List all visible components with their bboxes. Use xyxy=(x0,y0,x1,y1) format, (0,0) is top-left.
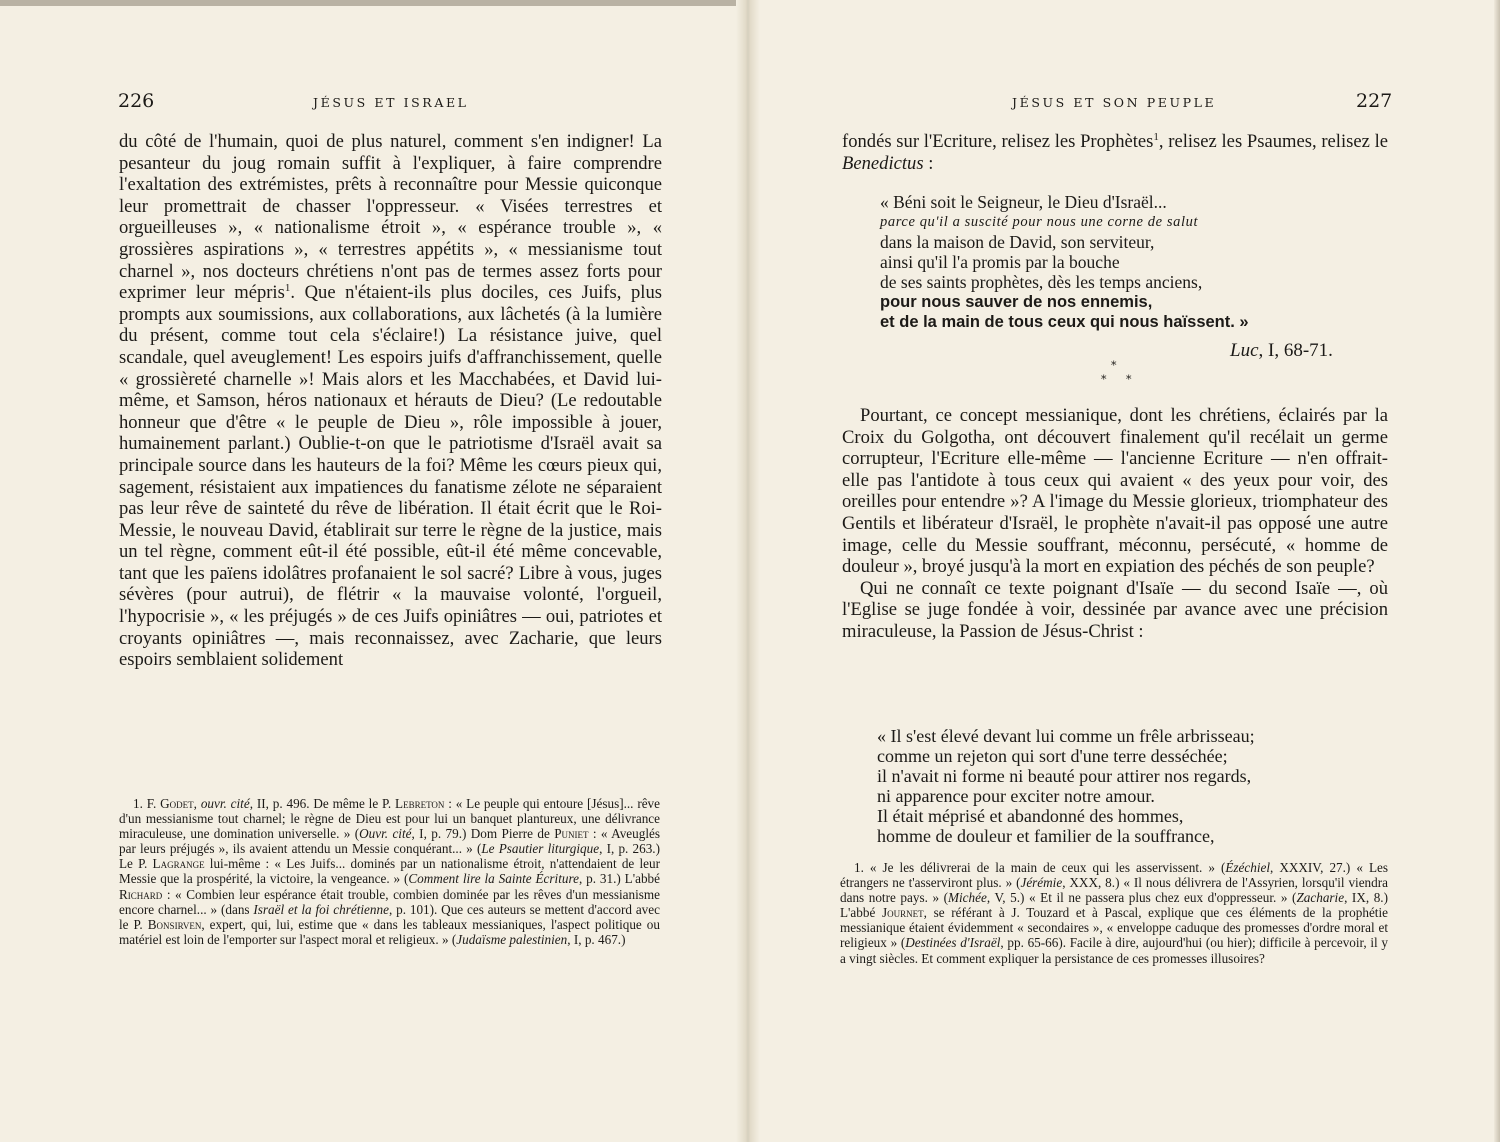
footnote-marker: 1 xyxy=(1153,130,1159,143)
page-number-left: 226 xyxy=(118,90,155,112)
left-page xyxy=(0,0,748,1142)
separator-stars-bottom: * * xyxy=(1101,373,1140,386)
footnote-marker: 1 xyxy=(284,281,291,294)
running-head-left: JÉSUS ET ISRAEL xyxy=(313,95,469,110)
left-paragraph: du côté de l'humain, quoi de plus naturel, comment s'en indigner! La pesanteur du joug romain suffit à l'expliquer, à faire comprendre l'exaltation des extrémistes, prêts à reconnaître pour Messie quiconque leur promettrait de chasser l'oppresseur. « Visées terrestres et orgueilleuses », « nationalisme étroit », « espérance trouble », « grossières aspirations », « terrestres appétits », « messianisme tout charnel », nos docteurs chrétiens n'ont pas de termes assez forts pour exprimer leur mépris$^1$. Que n'étaient-ils plus dociles, ces Juifs, plus prompts aux soumissions, aux collaborations, aux lâchetés (à la lumière du présent, comme tout cela s'éclaire!) La résistance juive, quel scandale, quel aveuglement! Les espoirs juifs d'affranchissement, quelle « grossièreté charnelle »! Mais alors et les Macchabées, et David lui-même, et Samson, héros nationaux et hérauts de Dieu? (Le redoutable honneur que d'être « le peuple de Dieu », rôle impossible à jouer, humainement parlant.) Oublie-t-on que le patriotisme d'Israël avait sa principale source dans les hauteurs de la foi? Même les cœurs pieux qui, sagement, résistaient aux impatiences du fanatisme zélote ne séparaient pas leur rêve de sainteté du rêve de libération. Il était écrit que le Roi-Messie, le nouveau David, établirait sur terre le règne de la justice, mais un tel règne, comment eût-il été possible, eût-il été même concevable, tant que les païens idolâtres profanaient le sol sacré? Libre à vous, juges sévères (pour autrui), de flétrir « la mauvaise volonté, l'orgueil, l'hypocrisie », « les préjugés » de ces Juifs opiniâtres — oui, patriotes et croyants opiniâtres —, mais reconnaissez, avec Zacharie, que leurs espoirs semblaient solidement xyxy=(119,131,662,671)
scripture-reference: Luc, I, 68-71. xyxy=(1230,340,1333,361)
right-body-text xyxy=(842,405,1388,643)
page-number-right: 227 xyxy=(1356,90,1393,112)
separator-star-top: * xyxy=(1111,359,1117,372)
running-head-right: JÉSUS ET SON PEUPLE xyxy=(1012,95,1217,110)
left-footnote: 1. F. Godet, ouvr. cité, II, p. 496. De même le P. Lebreton : « Le peuple qui entoure [Jésus]... rêve d'un messianisme tout charnel; le règne de Dieu est pour lui un banquet plantureux, une délivrance miraculeuse, une domination universelle. » (Ouvr. cité, I, p. 79.) Dom Pierre de Puniet : « Aveuglés par leurs préjugés », ils avaient attendu un Messie conquérant... » (Le Psautier liturgique, I, p. 263.) Le P. Lagrange lui-même : « Les Juifs... dominés par un nationalisme étroit, n'attendaient de leur Messie que la prospérité, la victoire, la vengeance. » (Comment lire la Sainte Écriture, p. 31.) L'abbé Richard : « Combien leur espérance était trouble, combien dominée par les rêves d'un messianisme encore charnel... » (dans Israël et la foi chrétienne, p. 101). Que ces auteurs se mettent d'accord avec le P. Bonsirven, expert, qui, lui, estime que « dans les tableaux messianiques, l'aspect politique ou matériel est loin de l'emporter sur l'aspect moral et religieux. » (Judaïsme palestinien, I, p. 467.) xyxy=(119,796,661,947)
paragraph-messianic-concept: Pourtant, ce concept messianique, dont les chrétiens, éclairés par la Croix du Golgotha, ont découvert finalement qu'il recélait un germe corrupteur, l'Ecriture elle-même — l'ancienne Ecriture — n'en offrait-elle pas l'antidote à tous ceux qui avaient « des yeux pour voir, des oreilles pour entendre »? A l'image du Messie glorieux, triomphateur des Gentils et libérateur d'Israël, le prophète n'avait-il pas opposé une autre image, celle du Messie souffrant, méconnu, persécuté, « homme de douleur », broyé jusqu'à la mort en expiation des péchés de son peuple? xyxy=(842,405,1388,578)
paragraph-isaiah: Qui ne connaît ce texte poignant d'Isaïe — du second Isaïe —, où l'Eglise se juge fondée à voir, dessinée par avance avec une précision miraculeuse, la Passion de Jésus-Christ : xyxy=(842,577,1388,642)
left-body-text xyxy=(119,131,662,671)
isaiah-quote: « Il s'est élevé devant lui comme un frêle arbrisseau; comme un rejeton qui sort d'une terre desséchée; il n'avait ni forme ni beauté pour attirer nos regards, ni apparence pour exciter notre amour. Il était méprisé et abandonné des hommes, homme de douleur et familier de la souffrance, xyxy=(877,726,1255,846)
book-gutter xyxy=(736,0,760,1142)
page-right-edge xyxy=(1494,0,1500,1142)
right-footnote: 1. « Je les délivrerai de la main de ceux qui les asservissent. » (Ézéchiel, XXXIV, 27.) « Les étrangers ne t'asserviront plus. » (Jérémie, XXX, 8.) « Il nous délivrera de l'Assyrien, lorsqu'il viendra dans notre pays. » (Michée, V, 5.) « Et il ne passera plus chez eux d'oppresseur. » (Zacharie, IX, 8.) L'abbé Journet, se référant à J. Touzard et à Pascal, explique que ces éléments de la prophétie messianique étaient évidemment « secondaires », « enveloppe caduque des promesses d'ordre moral et religieux » (Destinées d'Israël, pp. 65-66). Facile à dire, aujourd'hui (ou hier); difficile à percevoir, il y a vingt siècles. Et comment expliquer la persistance de ces promesses illusoires? xyxy=(840,860,1389,966)
right-intro-text: fondés sur l'Ecriture, relisez les Prophètes$^1$, relisez les Psaumes, relisez le Benedictus : xyxy=(842,130,1388,174)
right-page xyxy=(748,0,1500,1142)
benedictus-quote: « Béni soit le Seigneur, le Dieu d'Israël... parce qu'il a suscité pour nous une corne de salut dans la maison de David, son serviteur, ainsi qu'il l'a promis par la bouche de ses saints prophètes, dès les temps anciens, pour nous sauver de nos ennemis, et de la main de tous ceux qui nous haïssent. » xyxy=(880,192,1249,331)
page-top-edge xyxy=(0,0,748,6)
